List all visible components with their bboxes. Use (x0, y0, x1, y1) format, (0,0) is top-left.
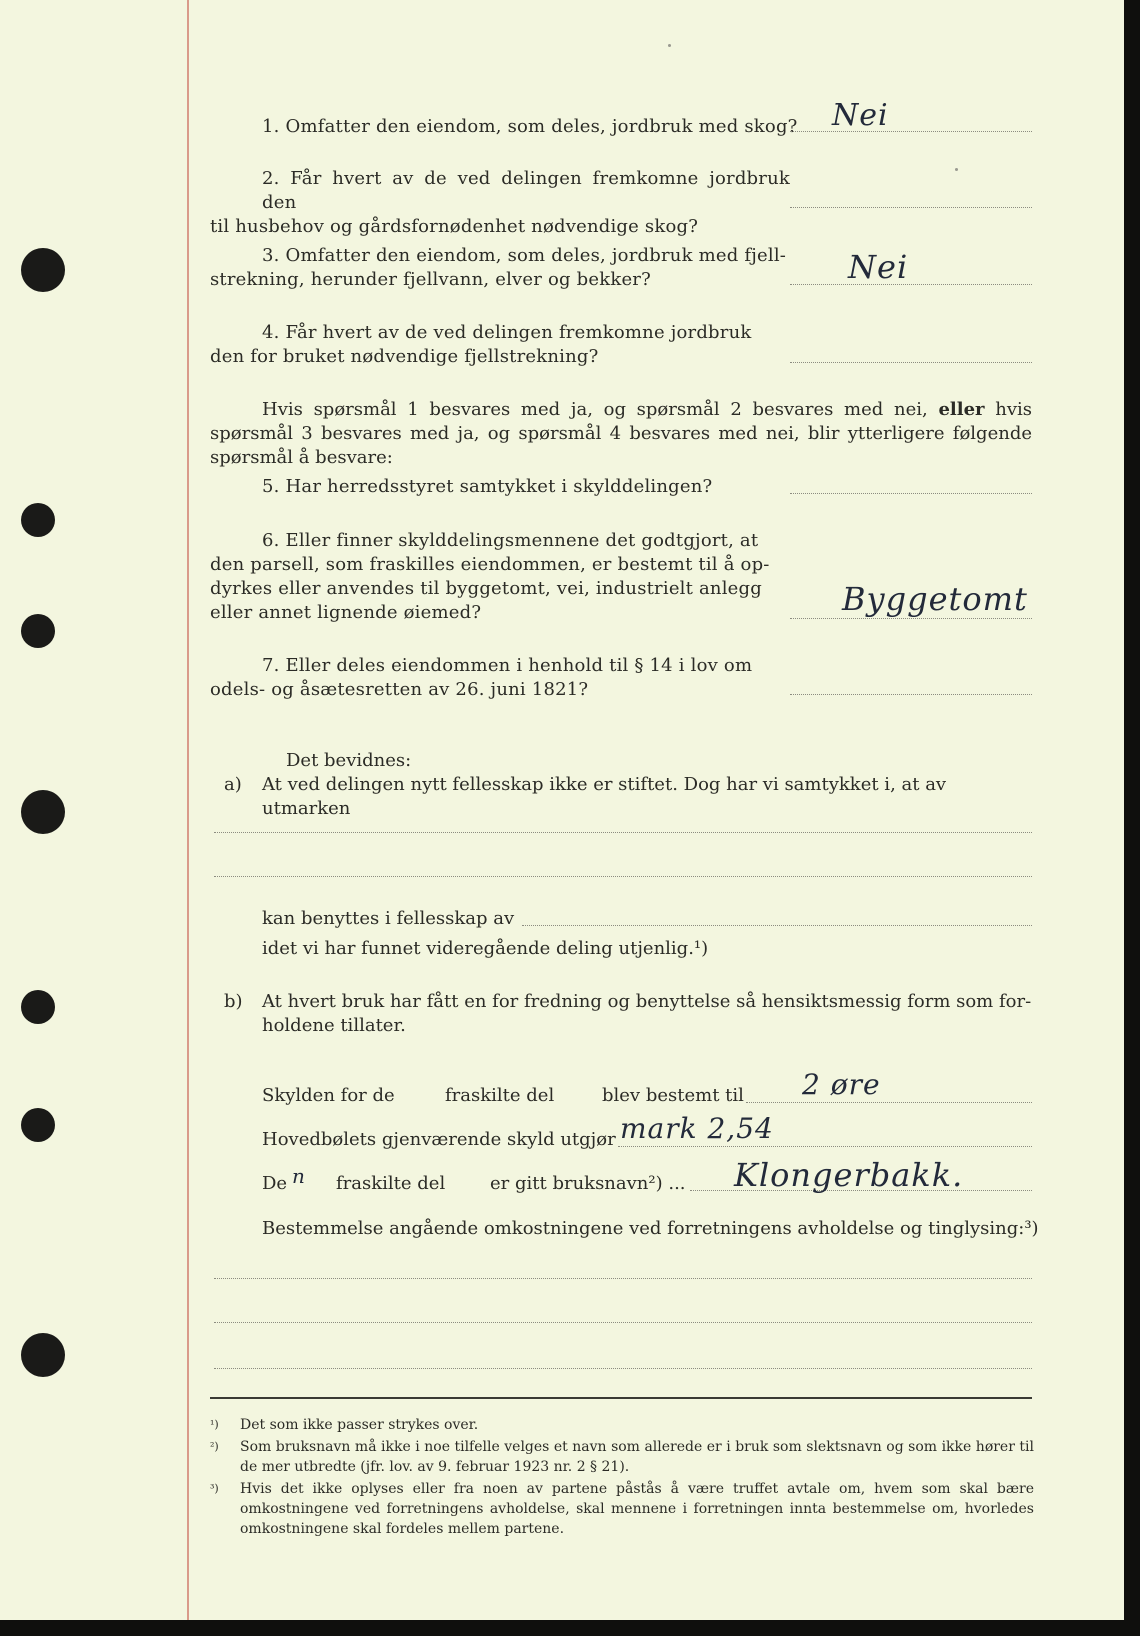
question-3-line-1: 3. Omfatter den eiendom, som deles, jordbruk med fjell- (262, 245, 787, 266)
question-2-line-2: til husbehov og gårdsfornødenhet nødvendige skog? (210, 216, 699, 237)
question-3 (210, 244, 790, 292)
question-7 (210, 654, 790, 702)
conditional-paragraph (210, 398, 1032, 470)
answer-line-2[interactable] (790, 207, 1032, 208)
conditional-text-after: hvis spørsmål 3 besvares med ja, og spørsmål 4 besvares med nei, blir ytterligere følgende spørsmål å besvare: (210, 399, 1032, 468)
bruksnavn-label-c: er gitt bruksnavn²) ... (490, 1173, 686, 1194)
bruksnavn-hand-suffix: n (292, 1164, 306, 1188)
question-7-line-2: odels- og åsætesretten av 26. juni 1821? (210, 679, 589, 700)
answer-3-handwritten: Nei (848, 248, 909, 286)
omkost-line-3[interactable] (214, 1368, 1032, 1369)
question-6-line-2: den parsell, som fraskilles eiendommen, er bestemt til å op- (210, 554, 770, 575)
question-1-text: 1. Omfatter den eiendom, som deles, jordbruk med skog? (262, 116, 798, 137)
margin-line (187, 0, 189, 1620)
section-a-cont-1: kan benyttes i fellesskap av (262, 908, 515, 929)
question-4-line-1: 4. Får hvert av de ved delingen fremkomne jordbruk (262, 322, 752, 343)
skyld-handwritten: 2 øre (802, 1068, 881, 1101)
question-2 (210, 167, 790, 239)
answer-line-3[interactable] (790, 284, 1032, 285)
punch-hole (21, 503, 55, 537)
question-5-text: 5. Har herredsstyret samtykket i skylddelingen? (262, 476, 713, 497)
punch-hole (21, 248, 65, 292)
section-b-line-2: holdene tillater. (262, 1015, 406, 1036)
answer-line-1[interactable] (790, 131, 1032, 132)
answer-1-handwritten: Nei (832, 98, 889, 133)
footnote-2-text: Som bruksnavn må ikke i noe tilfelle velges et navn som allerede er i bruk som slektsnavn og som ikke hører til de mer utbredte (jfr. lov. av 9. februar 1923 nr. 2 § 21). (240, 1439, 1034, 1475)
skyld-label-c: blev bestemt til (602, 1085, 744, 1106)
answer-line-4[interactable] (790, 362, 1032, 363)
omkost-line-2[interactable] (214, 1322, 1032, 1323)
punch-hole (21, 614, 55, 648)
question-2-line-1: 2. Får hvert av de ved delingen fremkomne jordbruk den (262, 168, 790, 213)
punch-hole (21, 790, 65, 834)
fellesskap-line[interactable] (522, 925, 1032, 926)
bevidnes-heading: Det bevidnes: (286, 750, 412, 771)
punch-hole (21, 1108, 55, 1142)
footnote-3 (210, 1479, 1034, 1539)
question-6-line-4: eller annet lignende øiemed? (210, 602, 482, 623)
punch-hole (21, 990, 55, 1024)
question-6-line-1: 6. Eller finner skylddelingsmennene det godtgjort, at (262, 530, 759, 551)
paper-speck (668, 44, 671, 47)
footnote-rule (210, 1397, 1032, 1399)
footnote-1-text: Det som ikke passer strykes over. (240, 1417, 479, 1433)
question-5 (210, 475, 770, 499)
footnote-3-mark: ³) (210, 1482, 219, 1495)
paper-speck (955, 168, 958, 171)
skyld-label-a: Skylden for de (262, 1085, 395, 1106)
answer-line-7[interactable] (790, 694, 1032, 695)
question-6 (210, 529, 790, 625)
bruksnavn-label-b: fraskilte del (336, 1173, 446, 1194)
answer-6-handwritten: Byggetomt (842, 580, 1028, 618)
footnote-1-mark: ¹) (210, 1418, 219, 1431)
question-1 (210, 115, 930, 139)
footnote-2 (210, 1437, 1034, 1477)
section-b-marker: b) (224, 991, 243, 1012)
question-6-line-3: dyrkes eller anvendes til byggetomt, vei, industrielt anlegg (210, 578, 762, 599)
skyld-label-b: fraskilte del (445, 1085, 555, 1106)
skyld-line[interactable] (746, 1102, 1032, 1103)
bruksnavn-handwritten: Klongerbakk. (734, 1156, 964, 1194)
bruksnavn-label-a: De (262, 1173, 288, 1194)
footnote-1 (210, 1415, 1034, 1435)
hoved-label: Hovedbølets gjenværende skyld utgjør (262, 1129, 616, 1150)
section-a-cont-2: idet vi har funnet videregående deling utjenlig.¹) (262, 938, 709, 959)
hoved-line[interactable] (618, 1146, 1032, 1147)
footnote-3-text: Hvis det ikke oplyses eller fra noen av partene påstås å være truffet avtale om, hvem som skal bære omkostningene ved forretningens avholdelse, skal mennene i forretningen innta bestemmelse om, hvorledes omkostningene skal fordeles mellem partene. (240, 1481, 1034, 1537)
footnote-2-mark: ²) (210, 1440, 219, 1453)
question-4-line-2: den for bruket nødvendige fjellstrekning? (210, 346, 599, 367)
hoved-handwritten: mark 2,54 (620, 1112, 774, 1145)
omkost-label: Bestemmelse angående omkostningene ved forretningens avholdelse og tinglysing:³) (262, 1218, 1039, 1239)
section-a-text: At ved delingen nytt fellesskap ikke er stiftet. Dog har vi samtykket i, at av utmarken (262, 774, 947, 819)
utmark-line-2[interactable] (214, 876, 1032, 877)
conditional-text-before: Hvis spørsmål 1 besvares med ja, og spørsmål 2 besvares med nei, (262, 399, 928, 420)
answer-line-5[interactable] (790, 493, 1032, 494)
utmark-line-1[interactable] (214, 832, 1032, 833)
punch-hole (21, 1333, 65, 1377)
question-4 (210, 321, 790, 369)
answer-line-6[interactable] (790, 618, 1032, 619)
section-a-marker: a) (224, 774, 242, 795)
conditional-emphasis: eller (938, 399, 985, 420)
question-3-line-2: strekning, herunder fjellvann, elver og bekker? (210, 269, 651, 290)
section-b-line-1: At hvert bruk har fått en for fredning og benyttelse så hensiktsmessig form som for- (262, 991, 1032, 1012)
omkost-line-1[interactable] (214, 1278, 1032, 1279)
question-7-line-1: 7. Eller deles eiendommen i henhold til § 14 i lov om (262, 655, 753, 676)
